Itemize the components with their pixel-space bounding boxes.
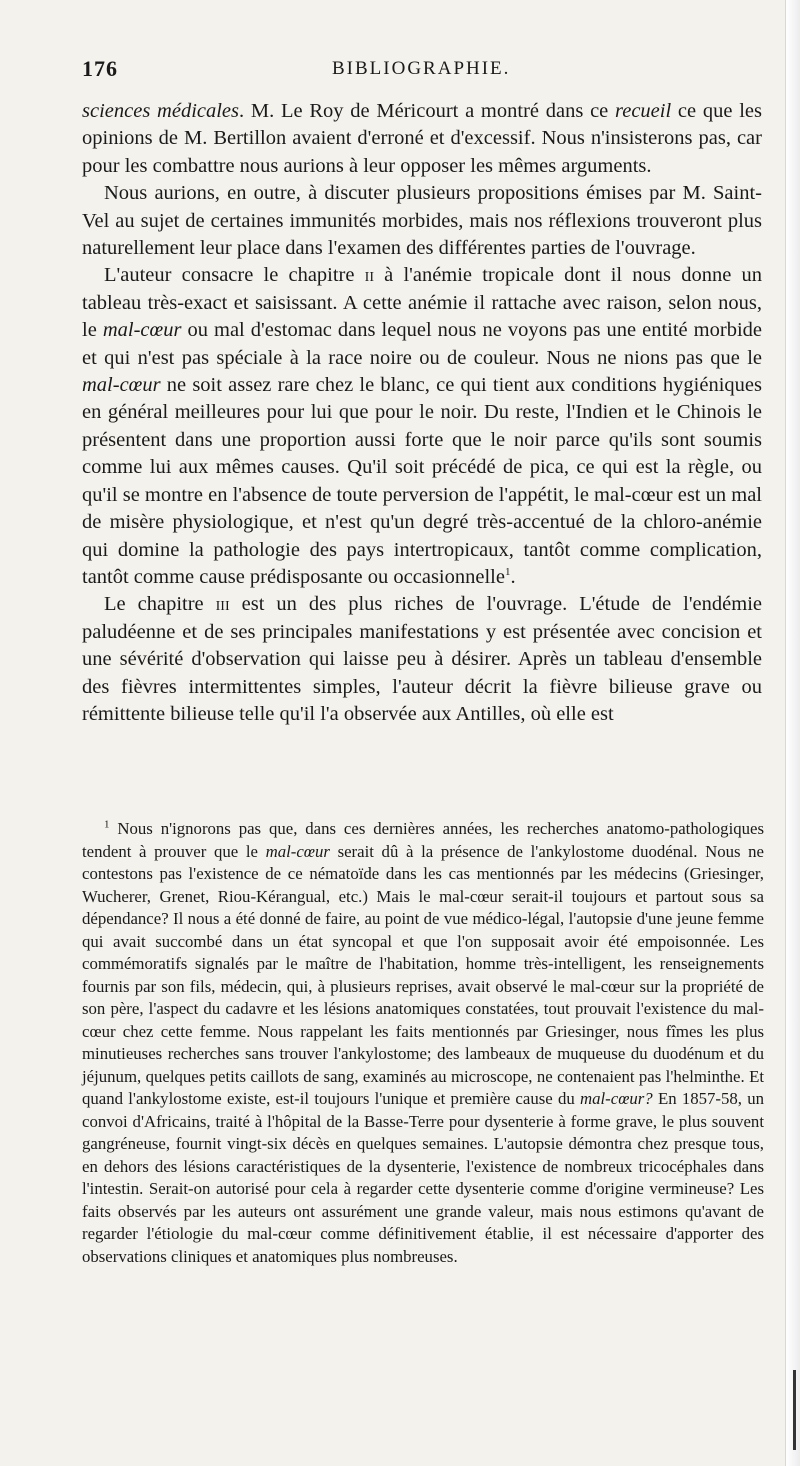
paragraph-1: sciences médicales. M. Le Roy de Méricourt a montré dans ce recueil ce que les opinions de M. Bertillon avaient d'erroné et d'excessif. Nous n'insisterons pas, car pour les combattre nous aurions à leur opposer les mêmes arguments. (82, 100, 762, 177)
footnote-mark: 1 (104, 818, 110, 831)
italic-term: mal-cœur (265, 841, 330, 861)
footnote-1: $^1$ Nous n'ignorons pas que, dans ces dernières années, les recherches anatomo-pathologiques tendent à prouver que le mal-cœur serait dû à la présence de l'ankylostome duodénal. Nous ne contestons pas l'existence de ce nématoïde dans les cas mentionnés par les médecins (Griesinger, Wucherer, Grenet, Riou-Kérangual, etc.) Mais le mal-cœur serait-il toujours et partout sous sa dépendance? Il nous a été donné de faire, au point de vue médico-légal, l'autopsie d'une jeune femme qui avait succombé dans un état syncopal et que l'on supposait avoir été empoisonnée. Les commémoratifs signalés par le maître de l'habitation, homme très-intelligent, les renseignements fournis par son fils, médecin, qui, à plusieurs reprises, avait observé le mal-cœur sur la propriété de son père, l'aspect du cadavre et les lésions anatomiques constatées, tout prouvait l'existence du mal-cœur chez cette femme. Nous rappelant les faits mentionnés par Griesinger, nous fîmes les plus minutieuses recherches sans trouver l'ankylostome; des lambeaux de muqueuse du duodénum et du jéjunum, quelques petits caillots de sang, examinés au microscope, ne contenaient pas l'helminthe. Et quand l'ankylostome existe, est-il toujours l'unique et première cause du mal-cœur? En 1857-58, un convoi d'Africains, traité à l'hôpital de la Basse-Terre pour dysenterie à forme grave, le plus souvent gangréneuse, fournit vingt-six décès en quelques semaines. L'autopsie démontra chez presque tous, en dehors des lésions caractéristiques de la dysenterie, l'existence de nombreux tricocéphales dans l'intestin. Serait-on autorisé pour cela à regarder cette dysenterie comme d'origine vermineuse? Les faits observés par les auteurs ont assurément une grande valeur, mais nous estimons qu'avant de regarder l'étiologie du mal-cœur comme définitivement établie, il est nécessaire d'apporter des observations cliniques et anatomiques plus nombreuses. (82, 818, 764, 1266)
footnotes (82, 818, 764, 1268)
italic-term: mal-cœur? (579, 1089, 653, 1108)
edge-mark (793, 1370, 796, 1450)
body-text (82, 98, 762, 728)
footnote-ref: 1 (504, 566, 511, 579)
paragraph-2: Nous aurions, en outre, à discuter plusieurs propositions émises par M. Saint-Vel au sujet de certaines immunités morbides, mais nos réflexions trouveront plus naturellement leur place dans l'examen des différentes parties de l'ouvrage. (82, 182, 762, 260)
page-edge (785, 0, 800, 1466)
italic-term: mal-cœur (82, 374, 161, 397)
page-number: 176 (82, 56, 118, 81)
page-header (82, 56, 702, 86)
paragraph-3: L'auteur consacre le chapitre ii à l'anémie tropicale dont il nous donne un tableau très-exact et saisissant. A cette anémie il rattache avec raison, selon nous, le mal-cœur ou mal d'estomac dans lequel nous ne voyons pas une entité morbide et qui n'est pas spéciale à la race noire ou de couleur. Nous ne nions pas que le mal-cœur ne soit assez rare chez le blanc, ce qui tient aux conditions hygiéniques en général meilleures pour lui que pour le noir. Du reste, l'Indien et le Chinois le présentent dans une proportion aussi forte que le noir parce qu'ils sont soumis comme lui aux mêmes causes. Qu'il soit précédé de pica, ce qui est la règle, ou qu'il se montre en l'absence de toute perversion de l'appétit, le mal-cœur est un mal de misère physiologique, et n'est qu'un degré très-accentué de la chloro-anémie qui domine la pathologie des pays intertropicaux, tantôt comme complication, tantôt comme cause prédisposante ou occasionnelle$^1$. (82, 264, 762, 588)
italic-phrase: recueil (615, 100, 672, 122)
italic-phrase: sciences médicales (82, 100, 240, 122)
paragraph-4: Le chapitre iii est un des plus riches de l'ouvrage. L'étude de l'endémie paludéenne et de ses principales manifestations y est présentée avec concision et une sévérité d'observation qui laisse peu à désirer. Après un tableau d'ensemble des fièvres intermittentes simples, l'auteur décrit la fièvre bilieuse grave ou rémittente bilieuse telle qu'il l'a observée aux Antilles, où elle est (82, 593, 762, 725)
running-head: BIBLIOGRAPHIE. (332, 58, 511, 79)
chapter-number: ii (364, 264, 374, 287)
chapter-number: iii (215, 593, 230, 616)
italic-term: mal-cœur (102, 319, 182, 342)
